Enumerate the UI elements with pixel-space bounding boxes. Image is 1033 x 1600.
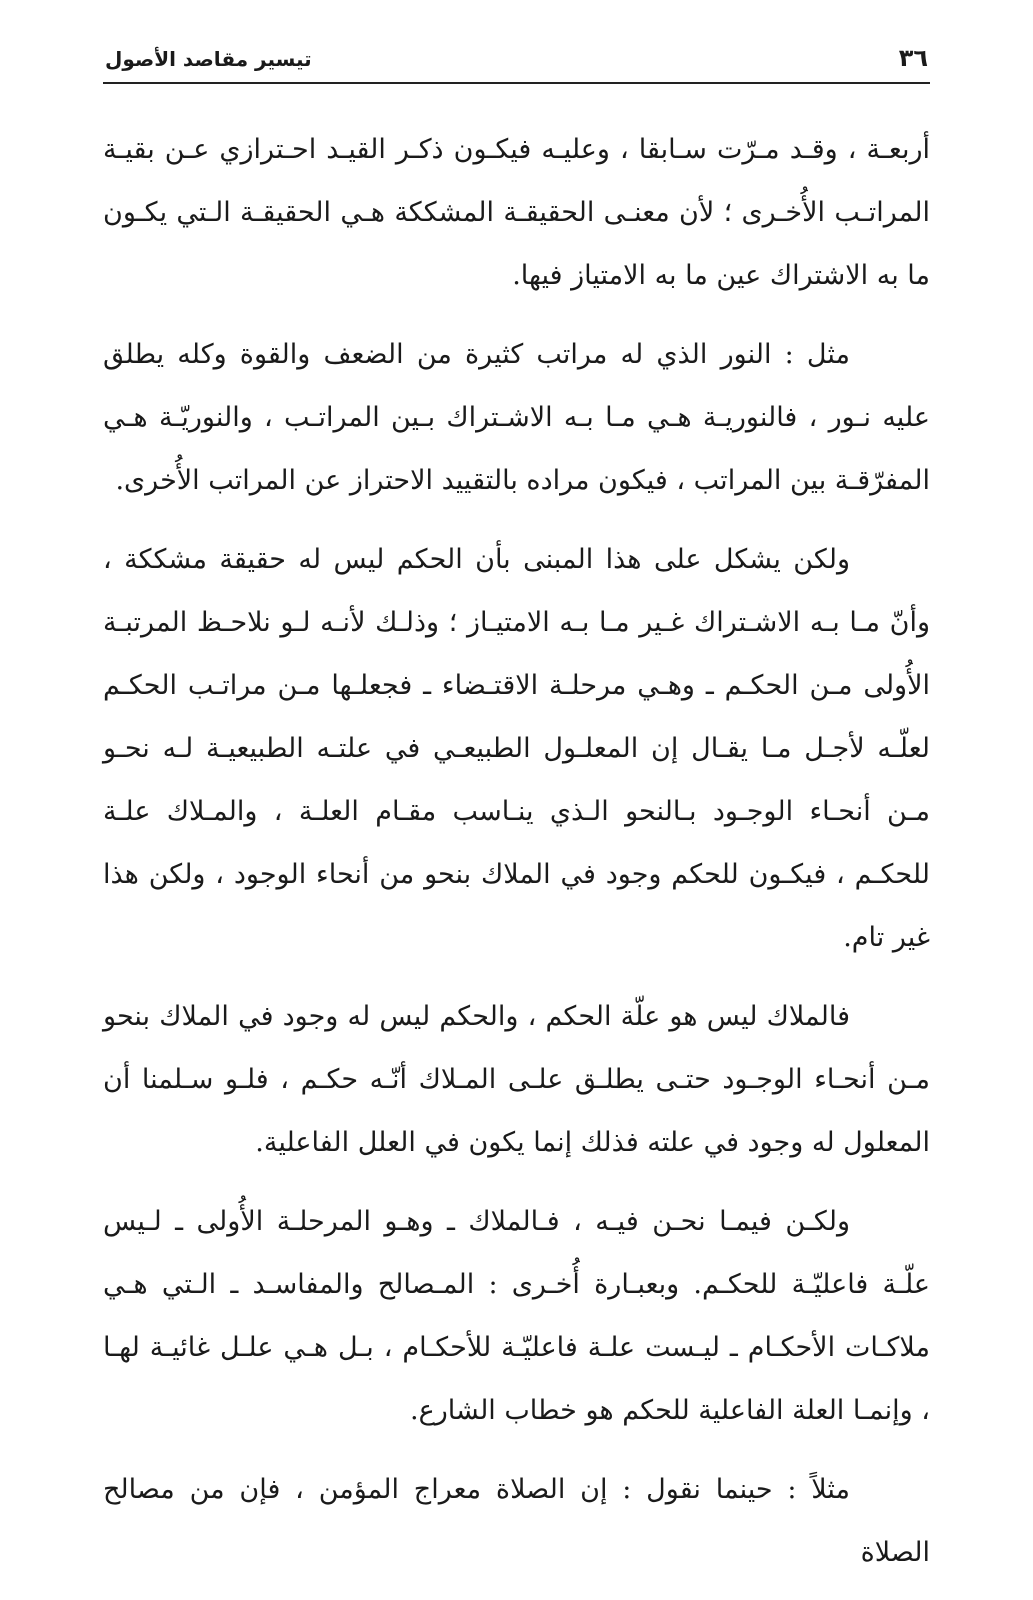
paragraph: ولكن يشكل على هذا المبنى بأن الحكم ليس له حقيقة مشككة ، وأنّ مـا بـه الاشـتراك غـير مـا بـه الامتيـاز ؛ وذلـك لأنـه لـو نلاحـظ المرتبـة الأُولى مـن الحكـم ـ وهـي مرحلـة الاقتـضاء ـ فجعلـها مـن مراتـب الحكـم لعلّـه لأجـل مـا يقـال إن المعلـول الطبيعـي في علتـه الطبيعيـة لـه نحـو مـن أنحـاء الوجـود بـالنحو الـذي ينـاسب مقـام العلـة ، والمـلاك علـة للحكـم ، فيكـون للحكم وجود في الملاك بنحو من أنحاء الوجود ، ولكن هذا غير تام. <box>103 544 930 953</box>
body-text <box>103 118 930 1600</box>
running-header <box>103 40 930 84</box>
paragraph: مثلاً : حينما نقول : إن الصلاة معراج المؤمن ، فإن من مصالح الصلاة <box>103 1474 930 1568</box>
book-title: تيسير مقاصد الأصول <box>105 47 312 71</box>
page-number: ٣٦ <box>898 44 928 72</box>
paragraph: مثل : النور الذي له مراتب كثيرة من الضعف والقوة وكله يطلق عليه نـور ، فالنوريـة هـي مـا بـه الاشـتراك بـين المراتـب ، والنوريّـة هـي المفرّقـة بين المراتب ، فيكون مراده بالتقييد الاحتراز عن المراتب الأُخرى. <box>103 339 930 496</box>
paragraph: ولكـن فيمـا نحـن فيـه ، فـالملاك ـ وهـو المرحلـة الأُولى ـ لـيس علّـة فاعليّـة للحكـم. وبعبـارة أُخـرى : المـصالح والمفاسـد ـ الـتي هـي ملاكـات الأحكـام ـ ليـست علـة فاعليّـة للأحكـام ، بـل هـي علـل غائيـة لهـا ، وإنمـا العلة الفاعلية للحكم هو خطاب الشارع. <box>103 1206 930 1426</box>
paragraph: أربعـة ، وقـد مـرّت سـابقا ، وعليـه فيكـون ذكـر القيـد احـترازي عـن بقيـة المراتـب الأُخـرى ؛ لأن معنـى الحقيقـة المشككة هـي الحقيقـة الـتي يكـون ما به الاشتراك عين ما به الامتياز فيها. <box>103 134 930 291</box>
paragraph: فالملاك ليس هو علّة الحكم ، والحكم ليس له وجود في الملاك بنحو مـن أنحـاء الوجـود حتـى يطلـق علـى المـلاك أنّـه حكـم ، فلـو سـلمنا أن المعلول له وجود في علته فذلك إنما يكون في العلل الفاعلية. <box>103 1001 930 1158</box>
